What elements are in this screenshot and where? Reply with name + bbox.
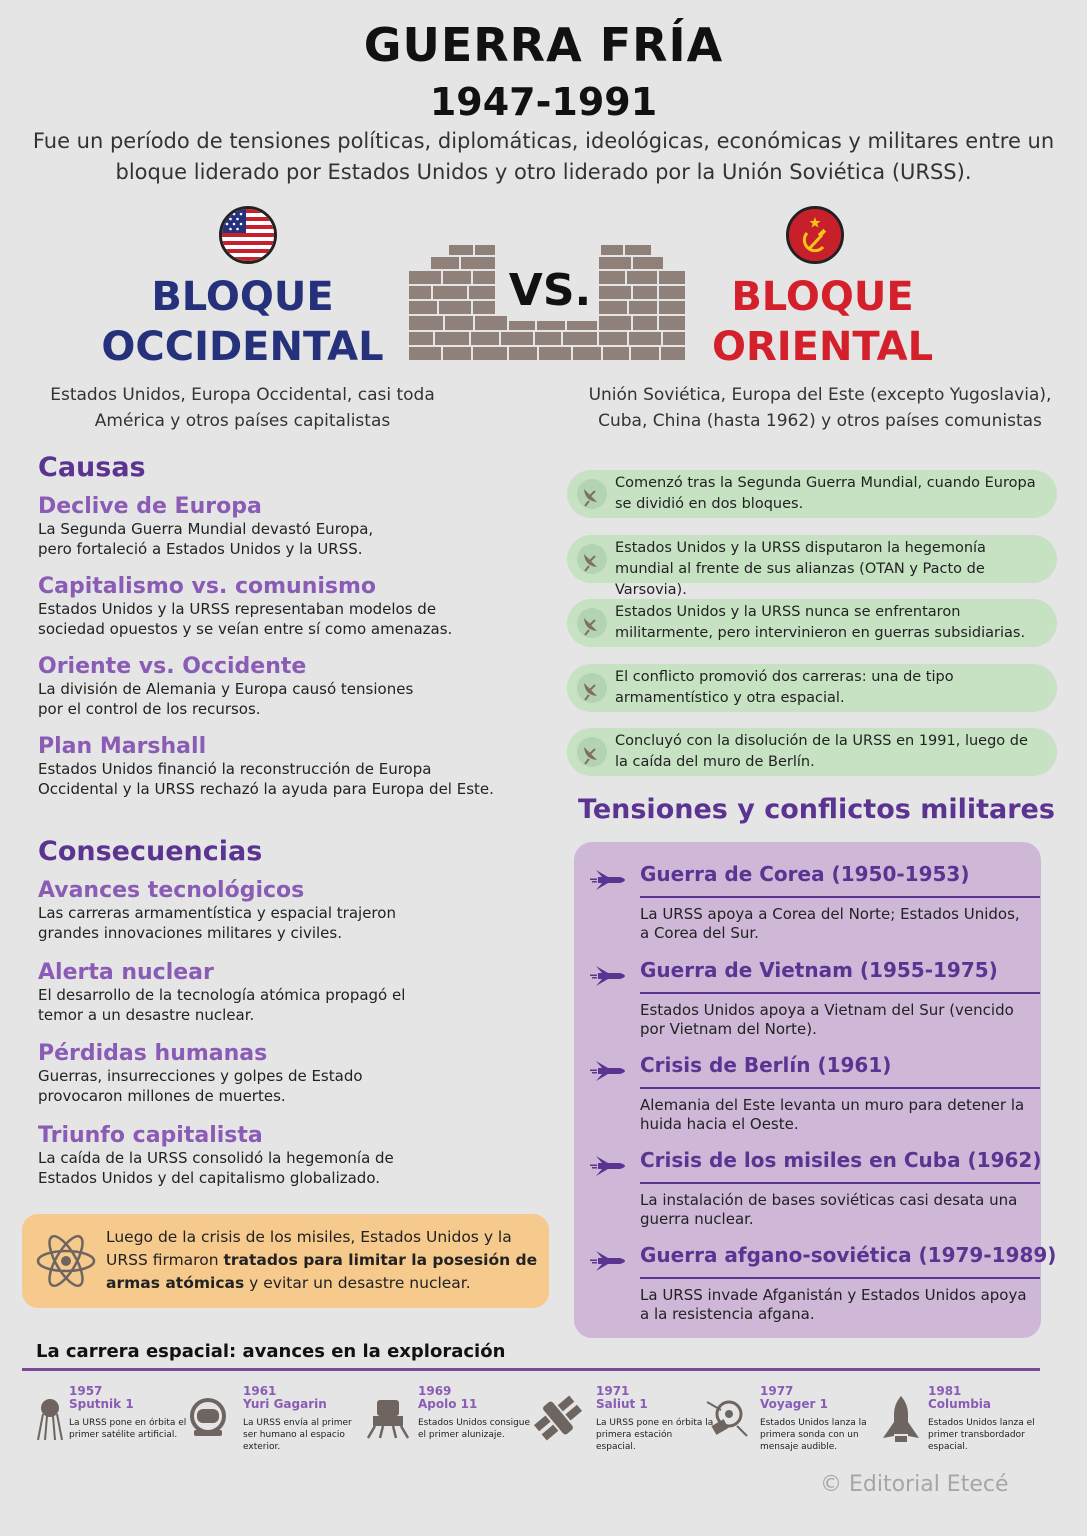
milestone-name: Apolo 11 [418,1397,478,1411]
cause-item [38,494,398,559]
milestone-name: Yuri Gagarin [243,1397,327,1411]
satellite-dish-icon [577,608,607,638]
consequence-item [38,960,438,1025]
milestone-name: Columbia [928,1397,992,1411]
rocket-icon [590,1154,632,1178]
satellite-dish-icon [577,479,607,509]
cause-title: Plan Marshall [38,734,207,759]
atom-icon [34,1229,98,1293]
milestone-name: Voyager 1 [760,1397,828,1411]
divider [640,896,1040,898]
causes-heading: Causas [38,452,146,483]
rocket-icon [590,1249,632,1273]
treaty-note [22,1214,549,1308]
west-bloc-title-line2: OCCIDENTAL [101,324,384,370]
milestone-name: Saliut 1 [596,1397,648,1411]
fact-text: Comenzó tras la Segunda Guerra Mundial, cuando Europa se dividió en dos bloques. [615,475,1036,512]
satellite-dish-icon [577,544,607,574]
milestone-text: La URSS pone en órbita la primera estación espacial. [596,1418,714,1452]
page-title: GUERRA FRÍA [363,18,724,72]
satellite-dish-icon [577,673,607,703]
consequence-text: Guerras, insurrecciones y golpes de Estado provocaron millones de muertes. [38,1067,363,1105]
fact-pill [567,664,1057,712]
consequence-text: Las carreras armamentística y espacial trajeron grandes innovaciones militares y civiles. [38,904,396,942]
east-bloc-title-line1: BLOQUE [731,274,914,320]
milestone-text: Estados Unidos lanza el primer transbordador espacial. [928,1418,1035,1452]
milestone-text: Estados Unidos lanza la primera sonda con un mensaje audible. [760,1418,867,1452]
east-bloc-title-line2: ORIENTAL [711,324,934,370]
conflict-title: Crisis de los misiles en Cuba (1962) [640,1148,1042,1172]
consequence-item [38,1123,448,1188]
conflict-text: La instalación de bases soviéticas casi desata una guerra nuclear. [640,1191,1018,1228]
consequence-title: Alerta nuclear [38,960,214,985]
west-bloc-title-line1: BLOQUE [151,274,334,320]
satellite-dish-icon [577,737,607,767]
milestone-text: La URSS envía al primer ser humano al espacio exterior. [243,1418,352,1452]
space-race-heading: La carrera espacial: avances en la exploración [36,1341,506,1362]
page-years: 1947-1991 [429,80,658,124]
consequence-title: Avances tecnológicos [38,878,305,903]
fact-text: El conflicto promovió dos carreras: una de tipo armamentístico y otra espacial. [615,669,954,706]
west-bloc-description: Estados Unidos, Europa Occidental, casi toda América y otros países capitalistas [50,385,435,431]
milestone-year: 1981 [928,1384,962,1398]
cause-title: Capitalismo vs. comunismo [38,574,377,599]
divider [640,1087,1040,1089]
fact-text: Estados Unidos y la URSS disputaron la hegemonía mundial al frente de sus alianzas (OTAN y Pacto de Varsovia). [615,540,986,598]
divider [640,992,1040,994]
east-bloc-description: Unión Soviética, Europa del Este (excepto Yugoslavia), Cuba, China (hasta 1962) y otros países comunistas [588,385,1052,431]
space-station-icon [533,1394,583,1442]
space-shuttle-icon [881,1394,921,1446]
consequence-text: La caída de la URSS consolidó la hegemonía de Estados Unidos y del capitalismo globalizado. [38,1149,394,1187]
west-bloc-title [100,272,385,372]
fact-pill [567,470,1057,518]
milestone-year: 1969 [418,1384,452,1398]
conflict-title: Crisis de Berlín (1961) [640,1053,892,1077]
milestone-text: La URSS pone en órbita el primer satélite artificial. [69,1418,187,1440]
divider [22,1368,1040,1371]
tensions-heading: Tensiones y conflictos militares [578,794,1055,825]
divider [640,1182,1040,1184]
fact-text: Estados Unidos y la URSS nunca se enfrentaron militarmente, pero intervinieron en guerras subsidiarias. [615,604,1026,641]
treaty-text [106,1226,541,1295]
tensions-panel [574,842,1057,1338]
fact-pill [567,728,1057,776]
consequence-text: El desarrollo de la tecnología atómica propagó el temor a un desastre nuclear. [38,986,406,1024]
rocket-icon [590,868,632,892]
treaty-text-part: y evitar un desastre nuclear. [244,1274,471,1292]
rocket-icon [590,1059,632,1083]
voyager-probe-icon [703,1396,751,1440]
milestone-text: Estados Unidos consigue el primer alunizaje. [418,1418,531,1440]
fact-pill [567,599,1057,647]
cause-item [38,734,508,799]
cause-item [38,574,478,639]
conflict-title: Guerra afgano-soviética (1979-1989) [640,1243,1057,1267]
conflict-text: Estados Unidos apoya a Vietnam del Sur (vencido por Vietnam del Norte). [640,1001,1014,1038]
milestone-year: 1971 [596,1384,630,1398]
milestone-year: 1977 [760,1384,794,1398]
cause-text: La división de Alemania y Europa causó tensiones por el control de los recursos. [38,680,414,718]
cause-title: Declive de Europa [38,494,262,519]
divider [640,1277,1040,1279]
intro-text: Fue un período de tensiones políticas, diplomáticas, ideológicas, económicas y militares entre un bloque liderado por Estados Unidos y otro liderado por la Unión Soviética (URSS). [32,129,1055,184]
cause-text: Estados Unidos financió la reconstrucción de Europa Occidental y la URSS rechazó la ayuda para Europa del Este. [38,760,494,798]
treaty-text-part: Luego de la crisis de los misiles, Estados Unidos y la URSS firmaron [106,1228,512,1269]
treaty-text-bold: tratados para limitar la posesión de armas atómicas [106,1251,538,1292]
sputnik-icon [36,1394,64,1442]
fact-text: Concluyó con la disolución de la URSS en 1991, luego de la caída del muro de Berlín. [615,733,1028,770]
cause-text: La Segunda Guerra Mundial devastó Europa, pero fortaleció a Estados Unidos y la URSS. [38,520,374,558]
milestone-year: 1957 [69,1384,103,1398]
conflict-title: Guerra de Corea (1950-1953) [640,862,970,886]
east-bloc-title [700,272,945,372]
consequence-title: Pérdidas humanas [38,1041,268,1066]
conflict-text: Alemania del Este levanta un muro para detener la huida hacia el Oeste. [640,1096,1025,1133]
ussr-flag-icon [786,206,844,264]
conflict-title: Guerra de Vietnam (1955-1975) [640,958,998,982]
cause-item [38,654,438,719]
cause-title: Oriente vs. Occidente [38,654,307,679]
conflict-text: La URSS invade Afganistán y Estados Unidos apoya a la resistencia afgana. [640,1286,1027,1323]
usa-flag-icon [219,206,277,264]
credit-text: © Editorial Etecé [820,1472,1009,1497]
cause-text: Estados Unidos y la URSS representaban modelos de sociedad opuestos y se veían entre sí como amenazas. [38,600,453,638]
milestone-year: 1961 [243,1384,277,1398]
lunar-module-icon [365,1396,411,1440]
astronaut-helmet-icon [188,1398,228,1438]
fact-pill [567,535,1057,598]
consequence-title: Triunfo capitalista [38,1123,263,1148]
conflict-text: La URSS apoya a Corea del Norte; Estados Unidos, a Corea del Sur. [640,905,1020,942]
consequence-item [38,878,438,943]
milestone-name: Sputnik 1 [69,1397,134,1411]
consequence-item [38,1041,408,1106]
rocket-icon [590,964,632,988]
versus-label: VS. [508,265,592,316]
consequences-heading: Consecuencias [38,836,263,867]
